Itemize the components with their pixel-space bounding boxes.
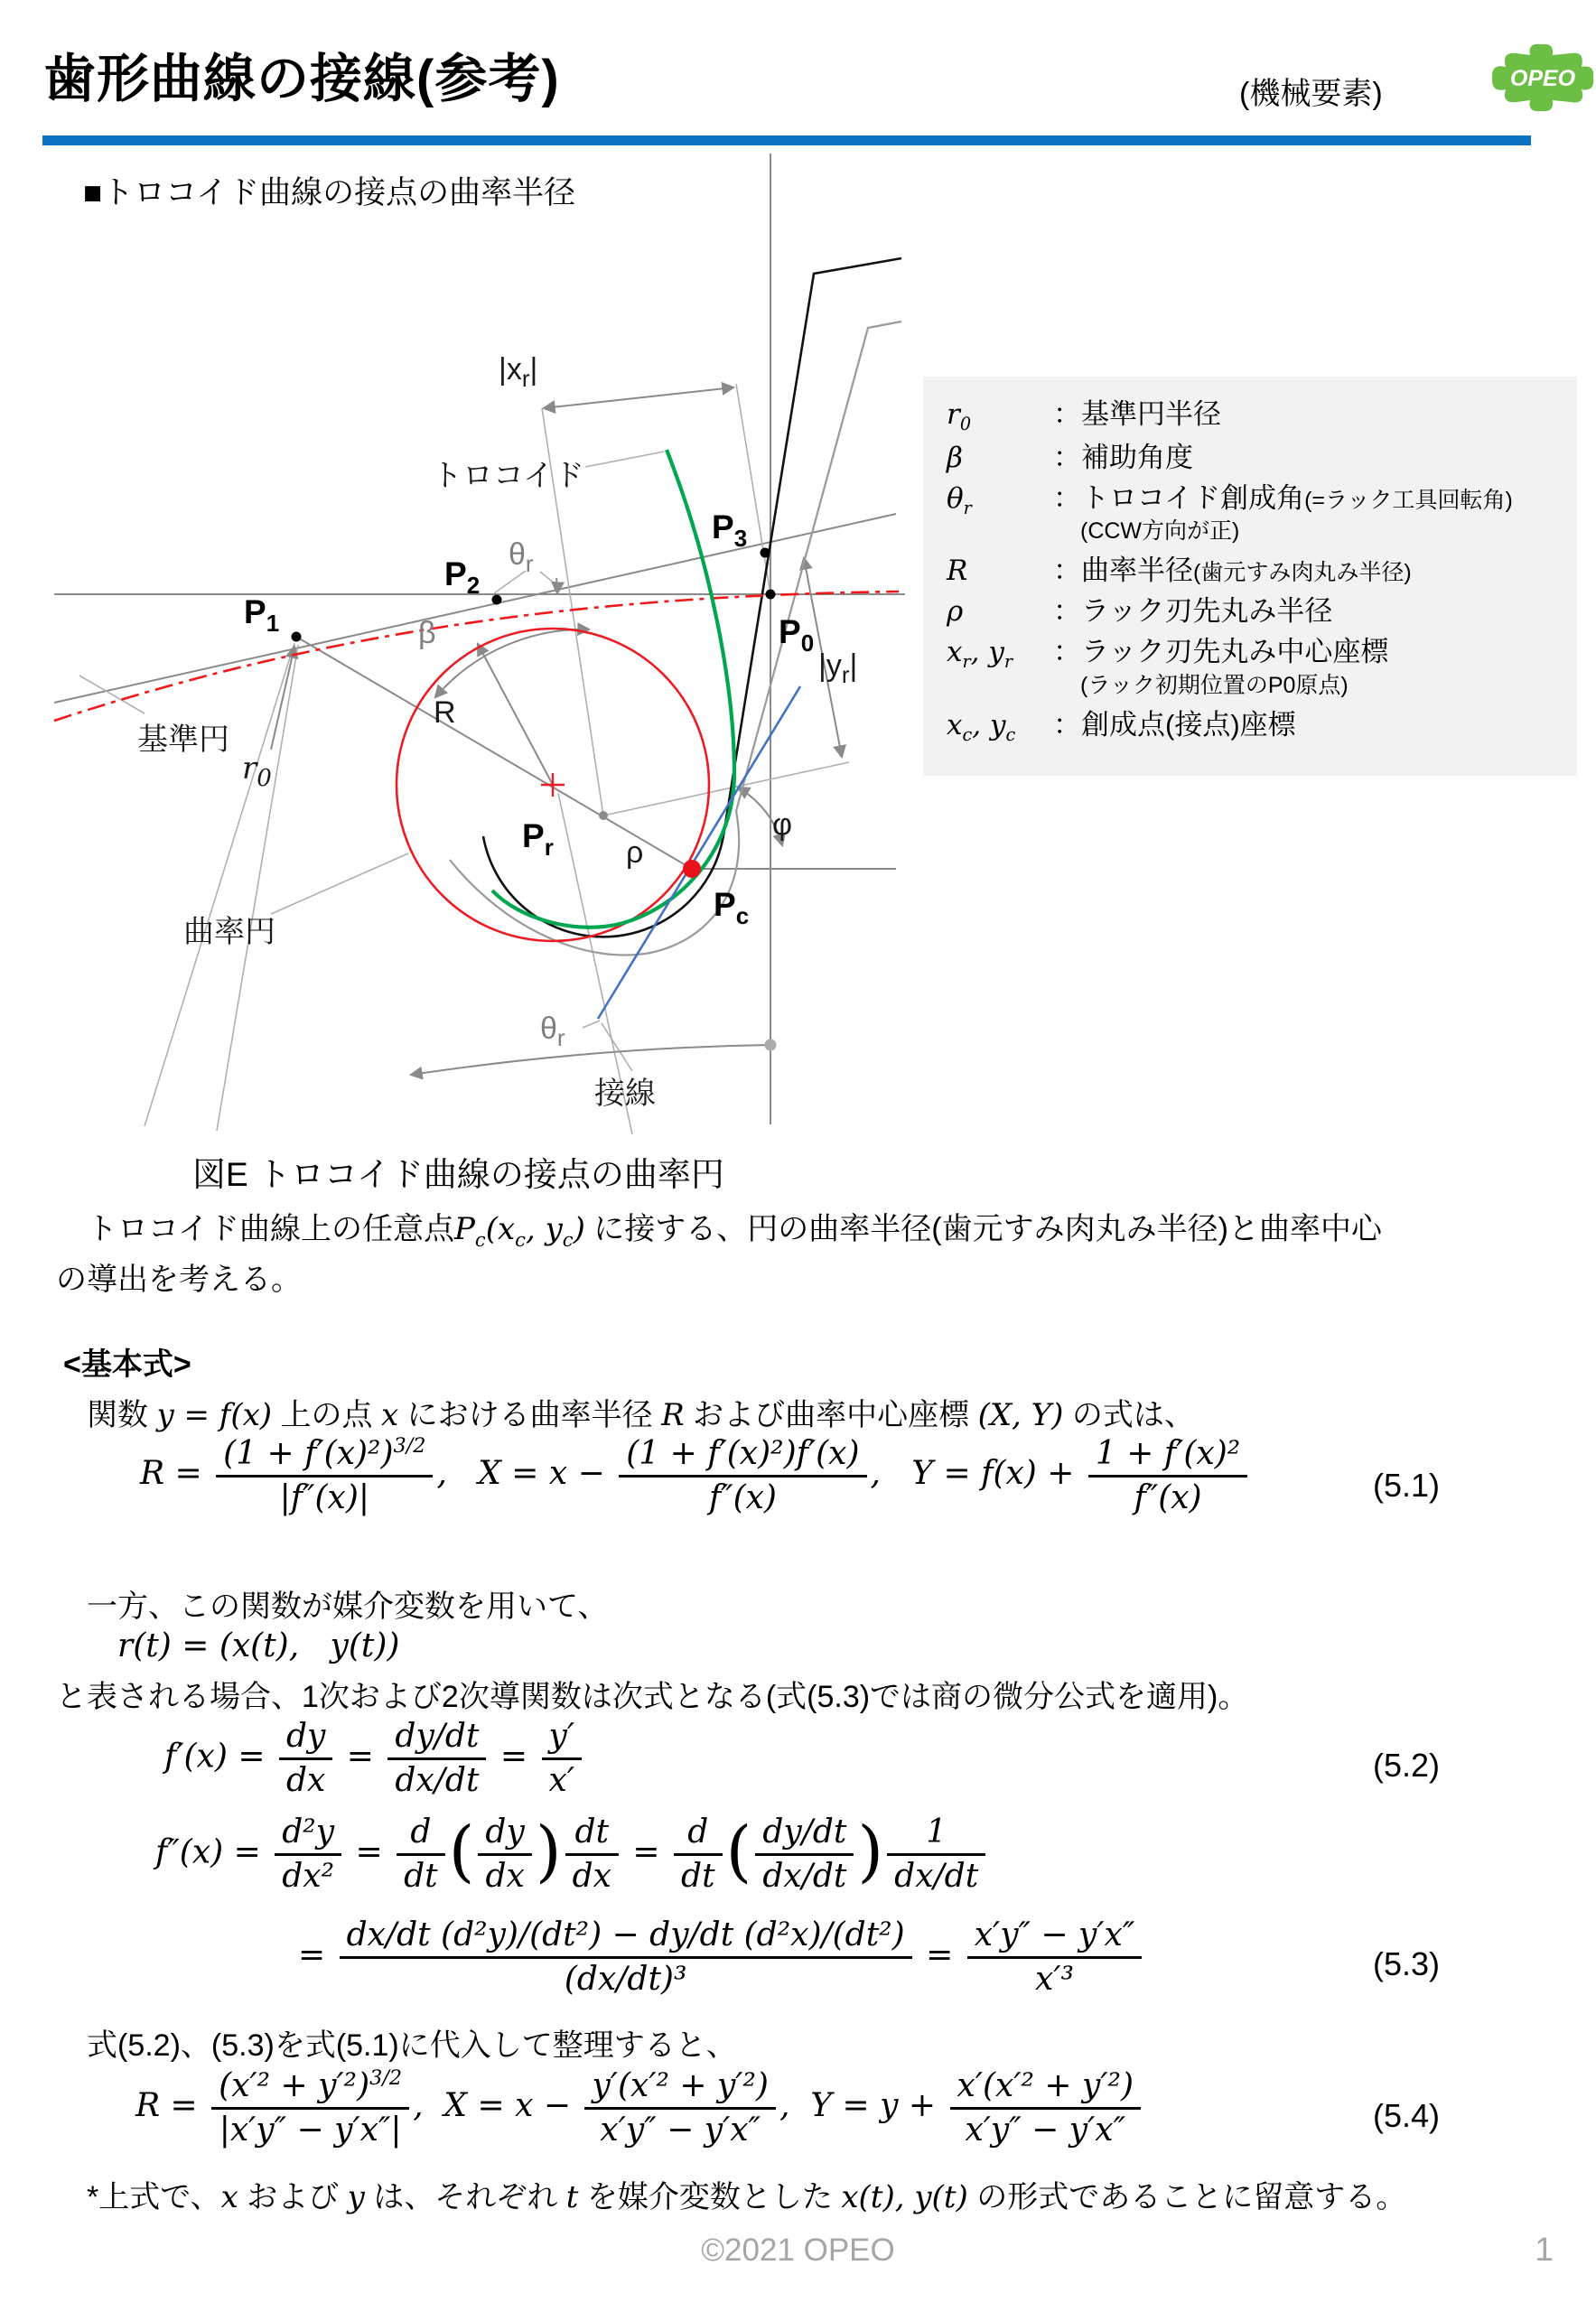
basic-formula-intro: 関数 y = f(x) 上の点 x における曲率半径 R および曲率中心座標 (X, Y) の式は、	[56, 1397, 1195, 1433]
intro-paragraph-line1: トロコイド曲線上の任意点$P_c(x_c$, $y_c$) に接する、円の曲率半径(歯元すみ肉丸み半径)と曲率中心	[56, 1211, 1382, 1251]
pr-label: $P_r$	[522, 817, 554, 861]
xr-dim-label: $|x_r|$	[499, 352, 538, 392]
phi-label: φ	[772, 807, 793, 842]
legend-description: (CCW方向が正)	[1080, 518, 1240, 545]
legend-row	[947, 475, 1577, 518]
xr-extension-right	[736, 384, 770, 594]
base-circle-label: 基準円	[137, 722, 229, 757]
R-arrow	[478, 644, 553, 785]
point-pr	[599, 811, 608, 820]
legend-row	[947, 434, 1577, 475]
p0-label: $P_0$	[779, 613, 815, 657]
footer-copyright: ©2021 OPEO	[701, 2233, 895, 2268]
page-title: 歯形曲線の接線(参考)	[43, 50, 560, 108]
beta-label: β	[418, 616, 436, 650]
r0-label: $r_0$	[242, 750, 272, 792]
legend-description: ：ラック刃先丸み中心座標	[1053, 636, 1389, 668]
intro-paragraph-line2: の導出を考える。	[56, 1263, 302, 1297]
legend-symbol: $r_0$	[947, 398, 972, 435]
param-paragraph: 一方、この関数が媒介変数を用いて、	[56, 1590, 609, 1624]
legend-symbol: ρ	[947, 595, 964, 629]
leader-curvature-circle	[271, 853, 408, 914]
legend-description: ：補助角度	[1053, 442, 1193, 474]
equation-5-4-number: (5.4)	[1373, 2097, 1441, 2134]
legend-row	[947, 588, 1577, 629]
legend-row	[947, 547, 1577, 588]
point-p3	[761, 548, 770, 558]
equation-5-3-line2: = $\frac{\text{dx/dt (d²y)/(dt²) − dy/dt (d²x)/(dt²)}}{\text{(dx/dt)³}}$ = $\frac{x'y'' - y'x''}{\text{x′³}}$	[298, 1916, 1145, 1999]
pc-label: $P_c$	[714, 886, 750, 929]
leader-trochoid	[585, 452, 664, 467]
curvature-circle-label: 曲率円	[183, 915, 275, 949]
xr-dimension-arrow	[544, 387, 733, 408]
equation-5-4: R = $\frac{(x'^2 + y'^2)^{3/2}}{|x'y'' - y'x''|}$ , X = x − $\frac{\text{y′(x′² + y′²)}}{x'y'' - y'x''}$ , Y = y + $\frac{\text{x′(x′² + y′²)}}{x'y'' - y'x''}$	[135, 2066, 1144, 2149]
beta-angle-arc	[435, 629, 589, 697]
p2-label: $P_2$	[444, 555, 481, 599]
equation-5-1-number: (5.1)	[1373, 1467, 1441, 1504]
basic-formula-heading: <基本式>	[63, 1347, 191, 1382]
legend-row	[947, 391, 1577, 434]
legend-description: ：基準円半径	[1053, 398, 1221, 430]
legend-row	[947, 702, 1577, 745]
legend-symbol: R	[947, 555, 968, 588]
trochoid-label: トロコイド	[432, 459, 584, 493]
equation-rt: r(t) = (x(t), y(t))	[117, 1627, 400, 1664]
leader-theta-top-a	[494, 571, 526, 593]
theta-top-arc	[556, 578, 557, 593]
point-pc	[683, 860, 701, 878]
p3-label: $P_3$	[712, 508, 748, 552]
point-p2	[492, 595, 502, 605]
p1-label: $P_1$	[244, 593, 280, 637]
figure-caption: 図E トロコイド曲線の接点の曲率円	[192, 1156, 724, 1193]
legend-row	[947, 629, 1577, 672]
legend-symbol: $x_c$, $y_c$	[947, 708, 1016, 745]
equation-5-3-line1: f″(x) = $\frac{\text{d²y}}{\text{dx²}}$ = $\frac{d}{dt}$ ( $\frac{dy}{dx}$ ) $\frac{dt}{dx}$ = $\frac{d}{dt}$ ( $\frac{dy/dt}{dx/dt}$ ) $\frac{1}{dx/dt}$	[155, 1813, 989, 1896]
leader-theta-bottom	[583, 1021, 600, 1028]
tangent-label: 接線	[594, 1077, 656, 1111]
legend-description: ：創成点(接点)座標	[1053, 708, 1296, 741]
legend-description: ：トロコイド創成角(=ラック工具回転角)	[1053, 482, 1513, 515]
point-p0	[766, 590, 776, 600]
theta-bottom-label: $\theta_r$	[540, 1012, 565, 1051]
legend-symbol: β	[947, 442, 963, 475]
equation-5-2-number: (5.2)	[1373, 1747, 1441, 1784]
radius-line-1	[145, 643, 294, 1126]
point-p1	[292, 632, 302, 642]
figure-diagram	[36, 144, 917, 1142]
theta-bottom-arc	[411, 1045, 770, 1075]
legend-description: ：ラック刃先丸み半径	[1053, 595, 1333, 628]
equation-5-1: R = $\frac{(1 + f'(x)^2)^{3/2}}{|f''(x)|}$ , X = x − $\frac{\text{(1 + f′(x)²)f′(x)}}{f''(x)}$ , Y = f(x) + $\frac{\text{1 + f′(x)²}}{f''(x)}$	[140, 1434, 1251, 1517]
radius-line-2	[217, 645, 298, 1131]
section-heading: ■トロコイド曲線の接点の曲率半径	[83, 175, 576, 210]
rack-pivot-dot	[765, 1039, 777, 1051]
legend-symbol: $x_r$, $y_r$	[947, 636, 1013, 673]
variable-legend	[923, 377, 1577, 776]
footnote: *上式で、x および y は、それぞれ t を媒介変数とした x(t), y(t) の形式であることに留意する。	[56, 2179, 1407, 2215]
R-label: R	[434, 695, 456, 730]
construction-lines	[54, 154, 905, 1124]
opeo-logo	[1489, 40, 1596, 116]
logo-text: OPEO	[1509, 66, 1576, 91]
equation-5-2: f′(x) = $\frac{dy}{dx}$ = $\frac{dy/dt}{dx/dt}$ = $\frac{y'}{x'}$	[164, 1718, 585, 1800]
expressed-paragraph: と表される場合、1次および2次導関数は次式となる(式(5.3)では商の微分公式を適用)。	[56, 1680, 1249, 1714]
category-label: (機械要素)	[1239, 77, 1383, 111]
yr-dim-label: $|y_r|$	[818, 648, 858, 688]
legend-description: ：曲率半径(歯元すみ肉丸み半径)	[1053, 555, 1412, 587]
equation-5-3-number: (5.3)	[1373, 1945, 1441, 1982]
theta-top-label: $\theta_r$	[509, 537, 534, 577]
legend-symbol: $\theta_r$	[947, 482, 972, 519]
leader-theta-top-b	[540, 572, 555, 583]
normal-line-p1-pc	[296, 637, 692, 869]
substitute-paragraph: 式(5.2)、(5.3)を式(5.1)に代入して整理すると、	[56, 2028, 737, 2063]
rho-label: ρ	[626, 835, 644, 870]
legend-description: (ラック初期位置のP0原点)	[1080, 672, 1349, 698]
page-number: 1	[1535, 2231, 1554, 2268]
base-circle-line	[54, 592, 899, 721]
